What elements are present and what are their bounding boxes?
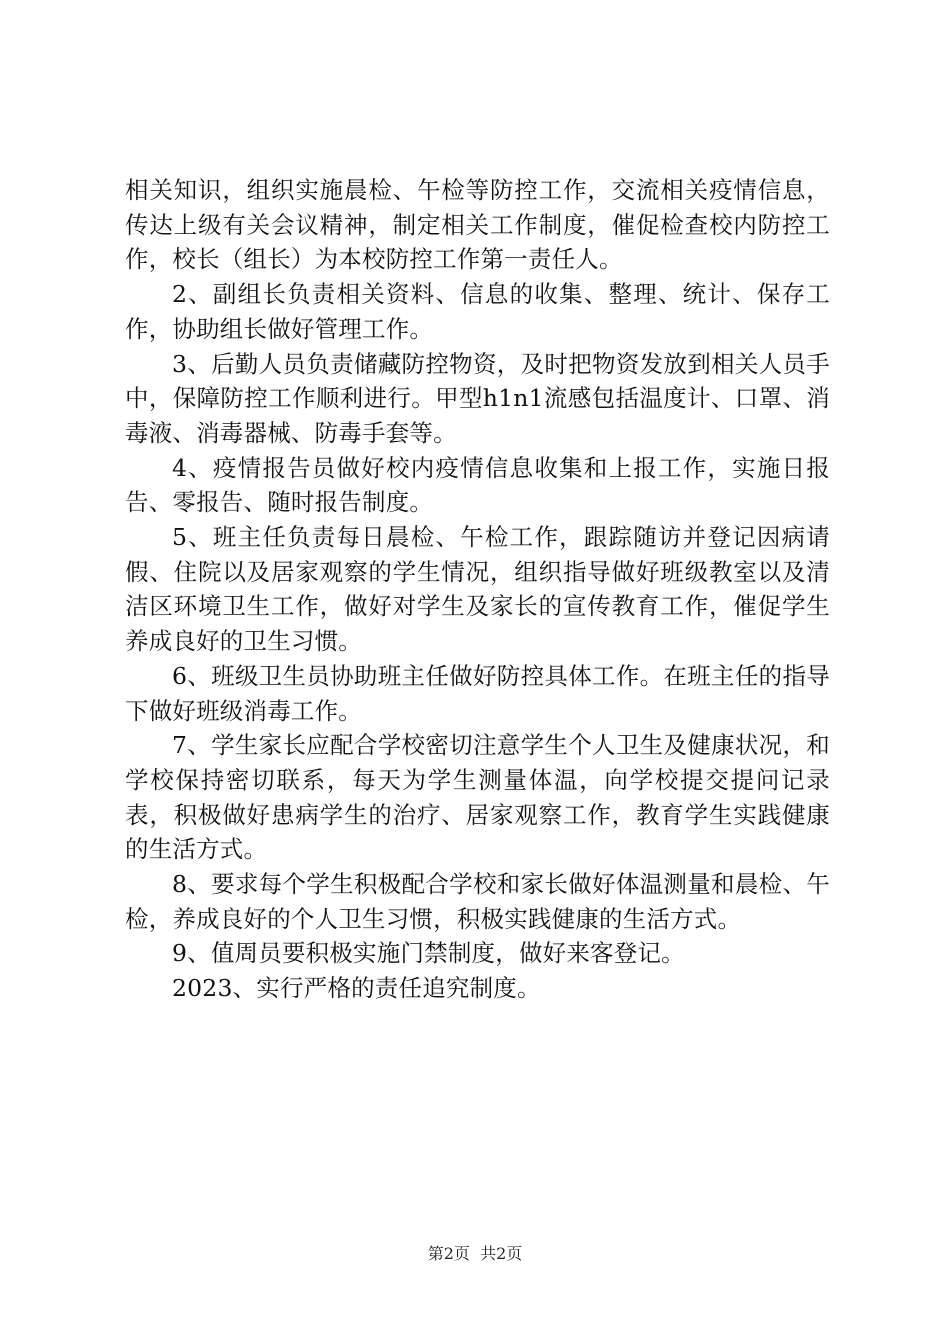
page-number: 第2页: [427, 1244, 470, 1263]
page-total: 共2页: [480, 1244, 523, 1263]
paragraph-3: 3、后勤人员负责储藏防控物资，及时把物资发放到相关人员手中，保障防控工作顺利进行。甲型h1n1流感包括温度计、口罩、消毒液、消毒器械、防毒手套等。: [125, 349, 830, 447]
paragraph-5: 5、班主任负责每日晨检、午检工作，跟踪随访并登记因病请假、住院以及居家观察的学生情况，组织指导做好班级教室以及清洁区环境卫生工作，做好对学生及家长的宣传教育工作，催促学生养成良好的卫生习惯。: [125, 523, 830, 656]
paragraph-7: 7、学生家长应配合学校密切注意学生个人卫生及健康状况，和学校保持密切联系，每天为学生测量体温，向学校提交提问记录表，积极做好患病学生的治疗、居家观察工作，教育学生实践健康的生活方式。: [125, 731, 830, 864]
footer-separator: [470, 1244, 480, 1263]
paragraph-10: 2023、实行严格的责任追究制度。: [172, 974, 541, 1003]
page-footer: [0, 1244, 950, 1264]
paragraph-6: 6、班级卫生员协助班主任做好防控具体工作。在班主任的指导下做好班级消毒工作。: [125, 661, 830, 725]
paragraph-1: 相关知识，组织实施晨检、午检等防控工作，交流相关疫情信息，传达上级有关会议精神，制定相关工作制度，催促检查校内防控工作，校长（组长）为本校防控工作第一责任人。: [125, 176, 830, 274]
paragraph-8: 8、要求每个学生积极配合学校和家长做好体温测量和晨检、午检，养成良好的个人卫生习惯，积极实践健康的生活方式。: [125, 870, 830, 933]
paragraph-9: 9、值周员要积极实施门禁制度，做好来客登记。: [172, 939, 685, 968]
paragraph-4: 4、疫情报告员做好校内疫情信息收集和上报工作，实施日报告、零报告、随时报告制度。: [125, 453, 830, 517]
paragraph-2: 2、副组长负责相关资料、信息的收集、整理、统计、保存工作，协助组长做好管理工作。: [125, 280, 830, 343]
document-body: [125, 173, 830, 1006]
